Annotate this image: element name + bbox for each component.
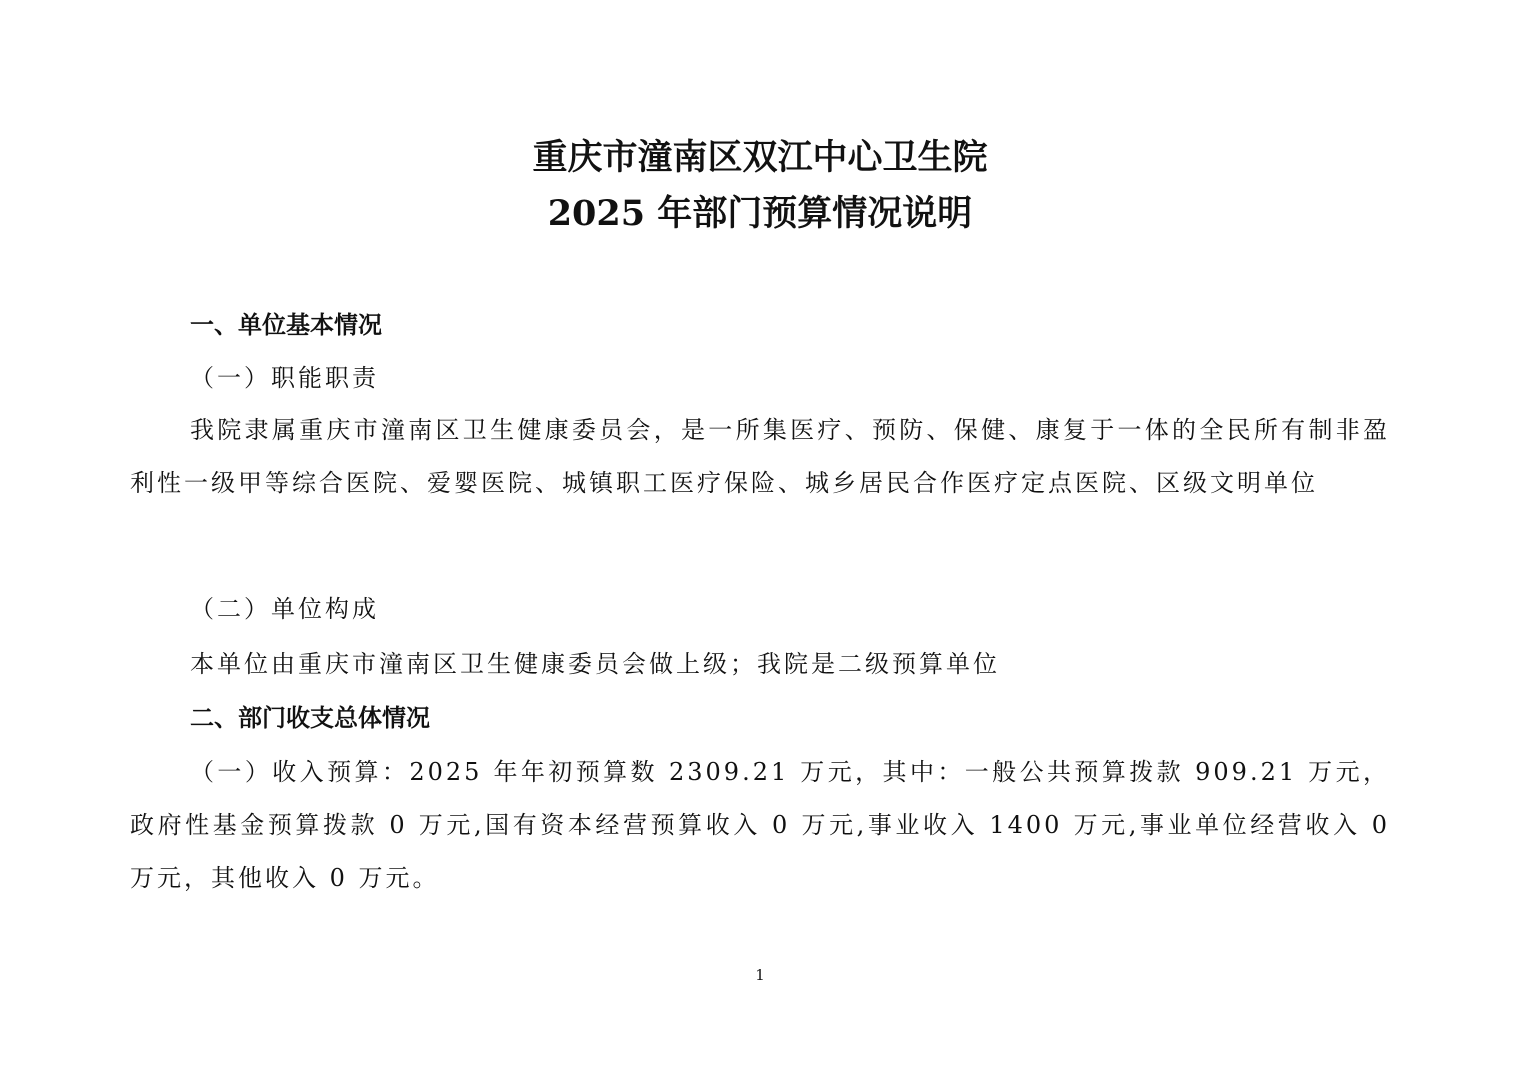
document-title-line1: 重庆市潼南区双江中心卫生院 — [532, 137, 988, 178]
section1-heading: 一、单位基本情况 — [190, 311, 382, 339]
section1-duties-paragraph: 我院隶属重庆市潼南区卫生健康委员会，是一所集医疗、预防、保健、康复于一体的全民所有制非盈利性一级甲等综合医院、爱婴医院、城镇职工医疗保险、城乡居民合作医疗定点医院、区级文明单位 — [130, 416, 1390, 497]
section1-subheading-duties: （一）职能职责 — [190, 364, 379, 392]
page-number: 1 — [755, 966, 765, 984]
section2-income-paragraph: （一）收入预算：2025 年年初预算数 2309.21 万元，其中：一般公共预算拨款 909.21 万元，政府性基金预算拨款 0 万元,国有资本经营预算收入 0 万元,事业收入 1400 万元,事业单位经营收入 0 万元，其他收入 0 万元。 — [130, 758, 1390, 892]
document-title-line2: 2025 年部门预算情况说明 — [547, 193, 973, 234]
section2-heading: 二、部门收支总体情况 — [190, 704, 430, 732]
section1-subheading-composition: （二）单位构成 — [190, 595, 379, 623]
section1-composition-paragraph: 本单位由重庆市潼南区卫生健康委员会做上级；我院是二级预算单位 — [190, 650, 1000, 678]
